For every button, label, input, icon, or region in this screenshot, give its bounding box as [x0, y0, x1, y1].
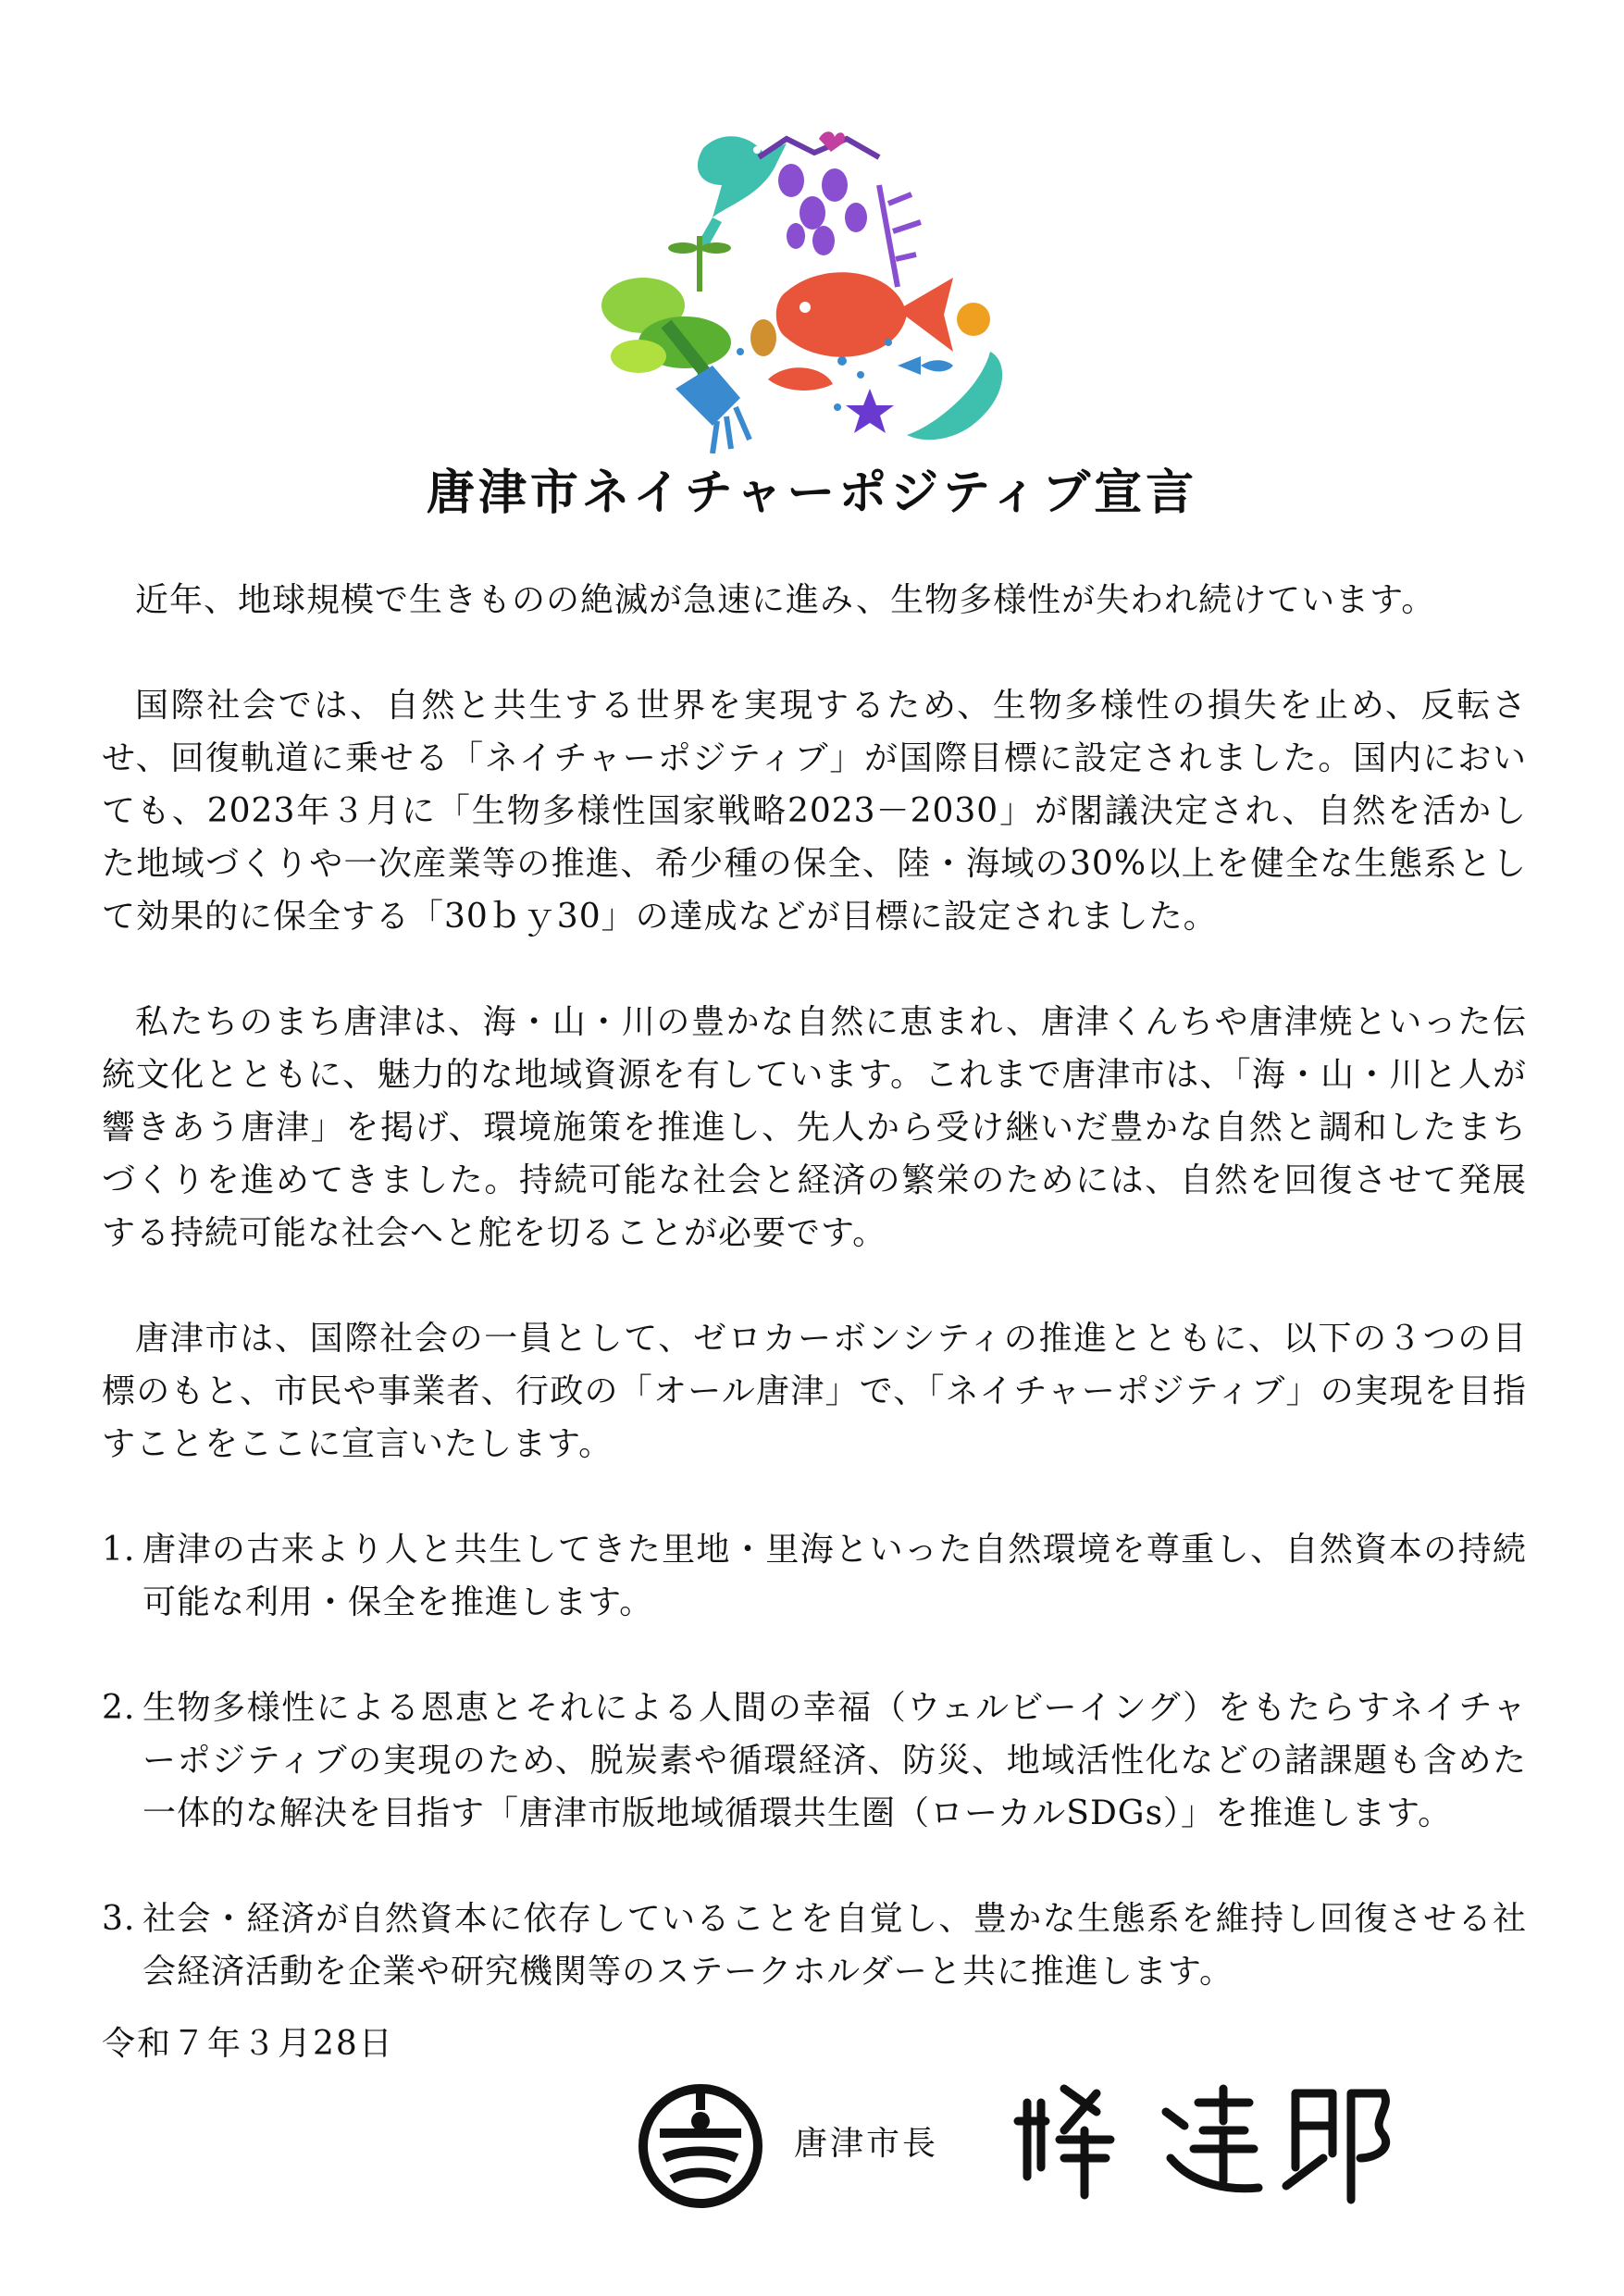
yellowtail-icon [907, 352, 1002, 440]
paragraph-international: 国際社会では、自然と共生する世界を実現するため、生物多様性の損失を止め、反転させ、回復軌道に乗せる「ネイチャーポジティブ」が国際目標に設定されました。国内においても、2023年３月に「生物多様性国家戦略2023－2030」が閣議決定され、自然を活かした地域づくりや一次産業等の推進、希少種の保全、陸・海域の30%以上を健全な生態系として効果的に保全する「30ｂｙ30」の達成などが目標に設定されました。 [102, 687, 1527, 936]
city-emblem-icon [637, 2082, 764, 2210]
shrimp-icon [768, 367, 833, 391]
paragraph-intro: 近年、地球規模で生きものの絶滅が急速に進み、生物多様性が失われ続けています。 [135, 581, 1436, 619]
goal-text: 唐津の古来より人と共生してきた里地・里海といった自然環境を尊重し、自然資本の持続可能な利用・保全を推進します。 [143, 1531, 1527, 1621]
goal-item [102, 1682, 1527, 1840]
dragonfly-icon [668, 236, 731, 292]
starfish-icon [846, 389, 894, 433]
sea-bream-icon [776, 272, 953, 356]
mayor-title: 唐津市長 [794, 2125, 939, 2163]
nature-positive-logo [601, 130, 1009, 453]
goal-number: 3. [102, 1900, 136, 1938]
pinecone-icon [750, 319, 776, 356]
goal-text: 社会・経済が自然資本に依存していることを自覚し、豊かな生態系を維持し回復させる社会経済活動を企業や研究機関等のステークホルダーと共に推進します。 [143, 1900, 1527, 1991]
declaration-body [102, 574, 1527, 2051]
squid-icon [676, 366, 750, 453]
mandarin-icon [957, 303, 990, 336]
goal-number: 1. [102, 1531, 136, 1569]
goal-item [102, 1893, 1527, 1998]
goal-number: 2. [102, 1689, 136, 1727]
paragraph-declaration: 唐津市は、国際社会の一員として、ゼロカーボンシティの推進とともに、以下の３つの目標のもと、市民や事業者、行政の「オール唐津」で、「ネイチャーポジティブ」の実現を目指すことをここに宣言いたします。 [102, 1320, 1527, 1463]
mayor-signature [1009, 2066, 1397, 2204]
crane-icon [694, 136, 787, 252]
goal-text: 生物多様性による恩恵とそれによる人間の幸福（ウェルビーイング）をもたらすネイチャーポジティブの実現のため、脱炭素や循環経済、防災、地域活性化などの諸課題も含めた一体的な解決を目指す「唐津市版地域循環共生圏（ローカルSDGs）」を推進します。 [143, 1689, 1527, 1832]
fish-icon [898, 356, 953, 375]
paragraph-karatsu: 私たちのまち唐津は、海・山・川の豊かな自然に恵まれ、唐津くんちや唐津焼といった伝統文化とともに、魅力的な地域資源を有しています。これまで唐津市は、「海・山・川と人が響きあう唐津」を掲げ、環境施策を推進し、先人から受け継いだ豊かな自然と調和したまちづくりを進めてきました。持続可能な社会と経済の繁栄のためには、自然を回復させて発展する持続可能な社会へと舵を切ることが必要です。 [102, 1003, 1527, 1252]
declaration-date: 令和７年３月28日 [102, 2025, 394, 2063]
goal-item [102, 1523, 1527, 1629]
page-title: 唐津市ネイチャーポジティブ宣言 [426, 465, 1198, 521]
grass-icon [879, 185, 921, 287]
